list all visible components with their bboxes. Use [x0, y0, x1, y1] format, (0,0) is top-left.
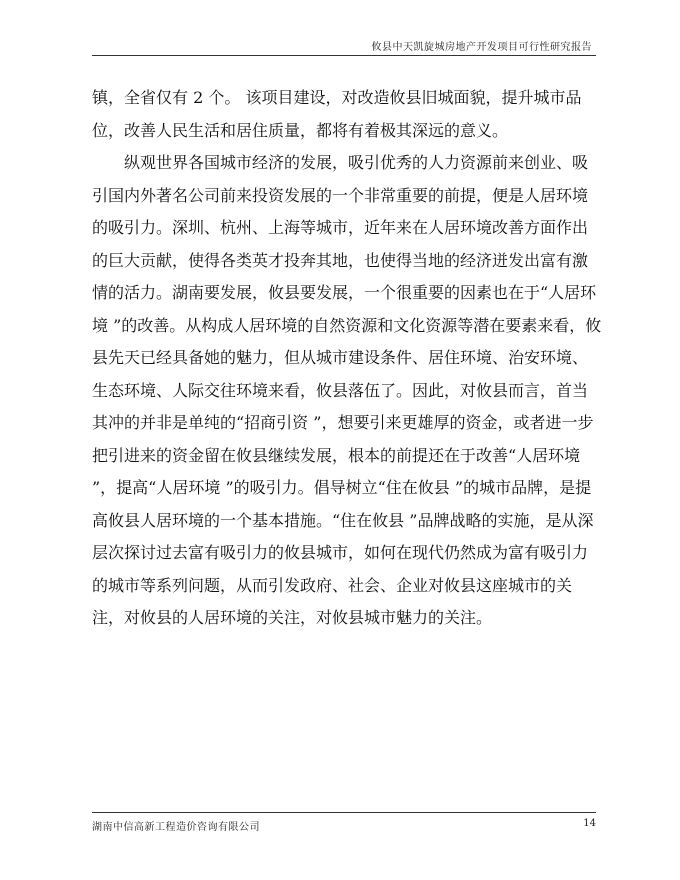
header-divider — [92, 55, 596, 56]
footer-company-name: 湖南中信高新工程造价咨询有限公司 — [92, 822, 260, 833]
document-body — [92, 82, 602, 635]
page-number: 14 — [583, 818, 596, 829]
body-paragraph-1: 镇，全省仅有 2 个。 该项目建设，对改造攸县旧城面貌，提升城市品位，改善人民生活和居住质量，都将有着极其深远的意义。 — [92, 88, 582, 140]
body-paragraph-2: 纵观世界各国城市经济的发展，吸引优秀的人力资源前来创业、吸引国内外著名公司前来投资发展的一个非常重要的前提，便是人居环境的吸引力。深圳、杭州、上海等城市，近年来在人居环境改善方面作出的巨大贡献，使得各类英才投奔其地，也使得当地的经济迸发出富有激情的活力。湖南要发展，攸县要发展，一个很重要的因素也在于“人居环境 ”的改善。从构成人居环境的自然资源和文化资源等潜在要素来看，攸县先天已经具备她的魅力，但从城市建设条件、居住环境、治安环境、生态环境、人际交往环境来看，攸县落伍了。因此，对攸县而言，首当其冲的并非是单纯的“招商引资 ”，想要引来更雄厚的资金，或者进一步把引进来的资金留在攸县继续发展，根本的前提还在于改善“人居环境 ”，提高“人居环境 ”的吸引力。倡导树立“住在攸县 ”的城市品牌，是提高攸县人居环境的一个基本措施。“住在攸县 ”品牌战略的实施，是从深层次探讨过去富有吸引力的攸县城市，如何在现代仍然成为富有吸引力的城市等系列问题，从而引发政府、社会、企业对攸县这座城市的关注，对攸县的人居环境的关注，对攸县城市魅力的关注。 — [92, 153, 602, 627]
running-header-title: 攸县中天凯旋城房地产开发项目可行性研究报告 — [371, 42, 592, 53]
footer-divider — [92, 812, 596, 813]
